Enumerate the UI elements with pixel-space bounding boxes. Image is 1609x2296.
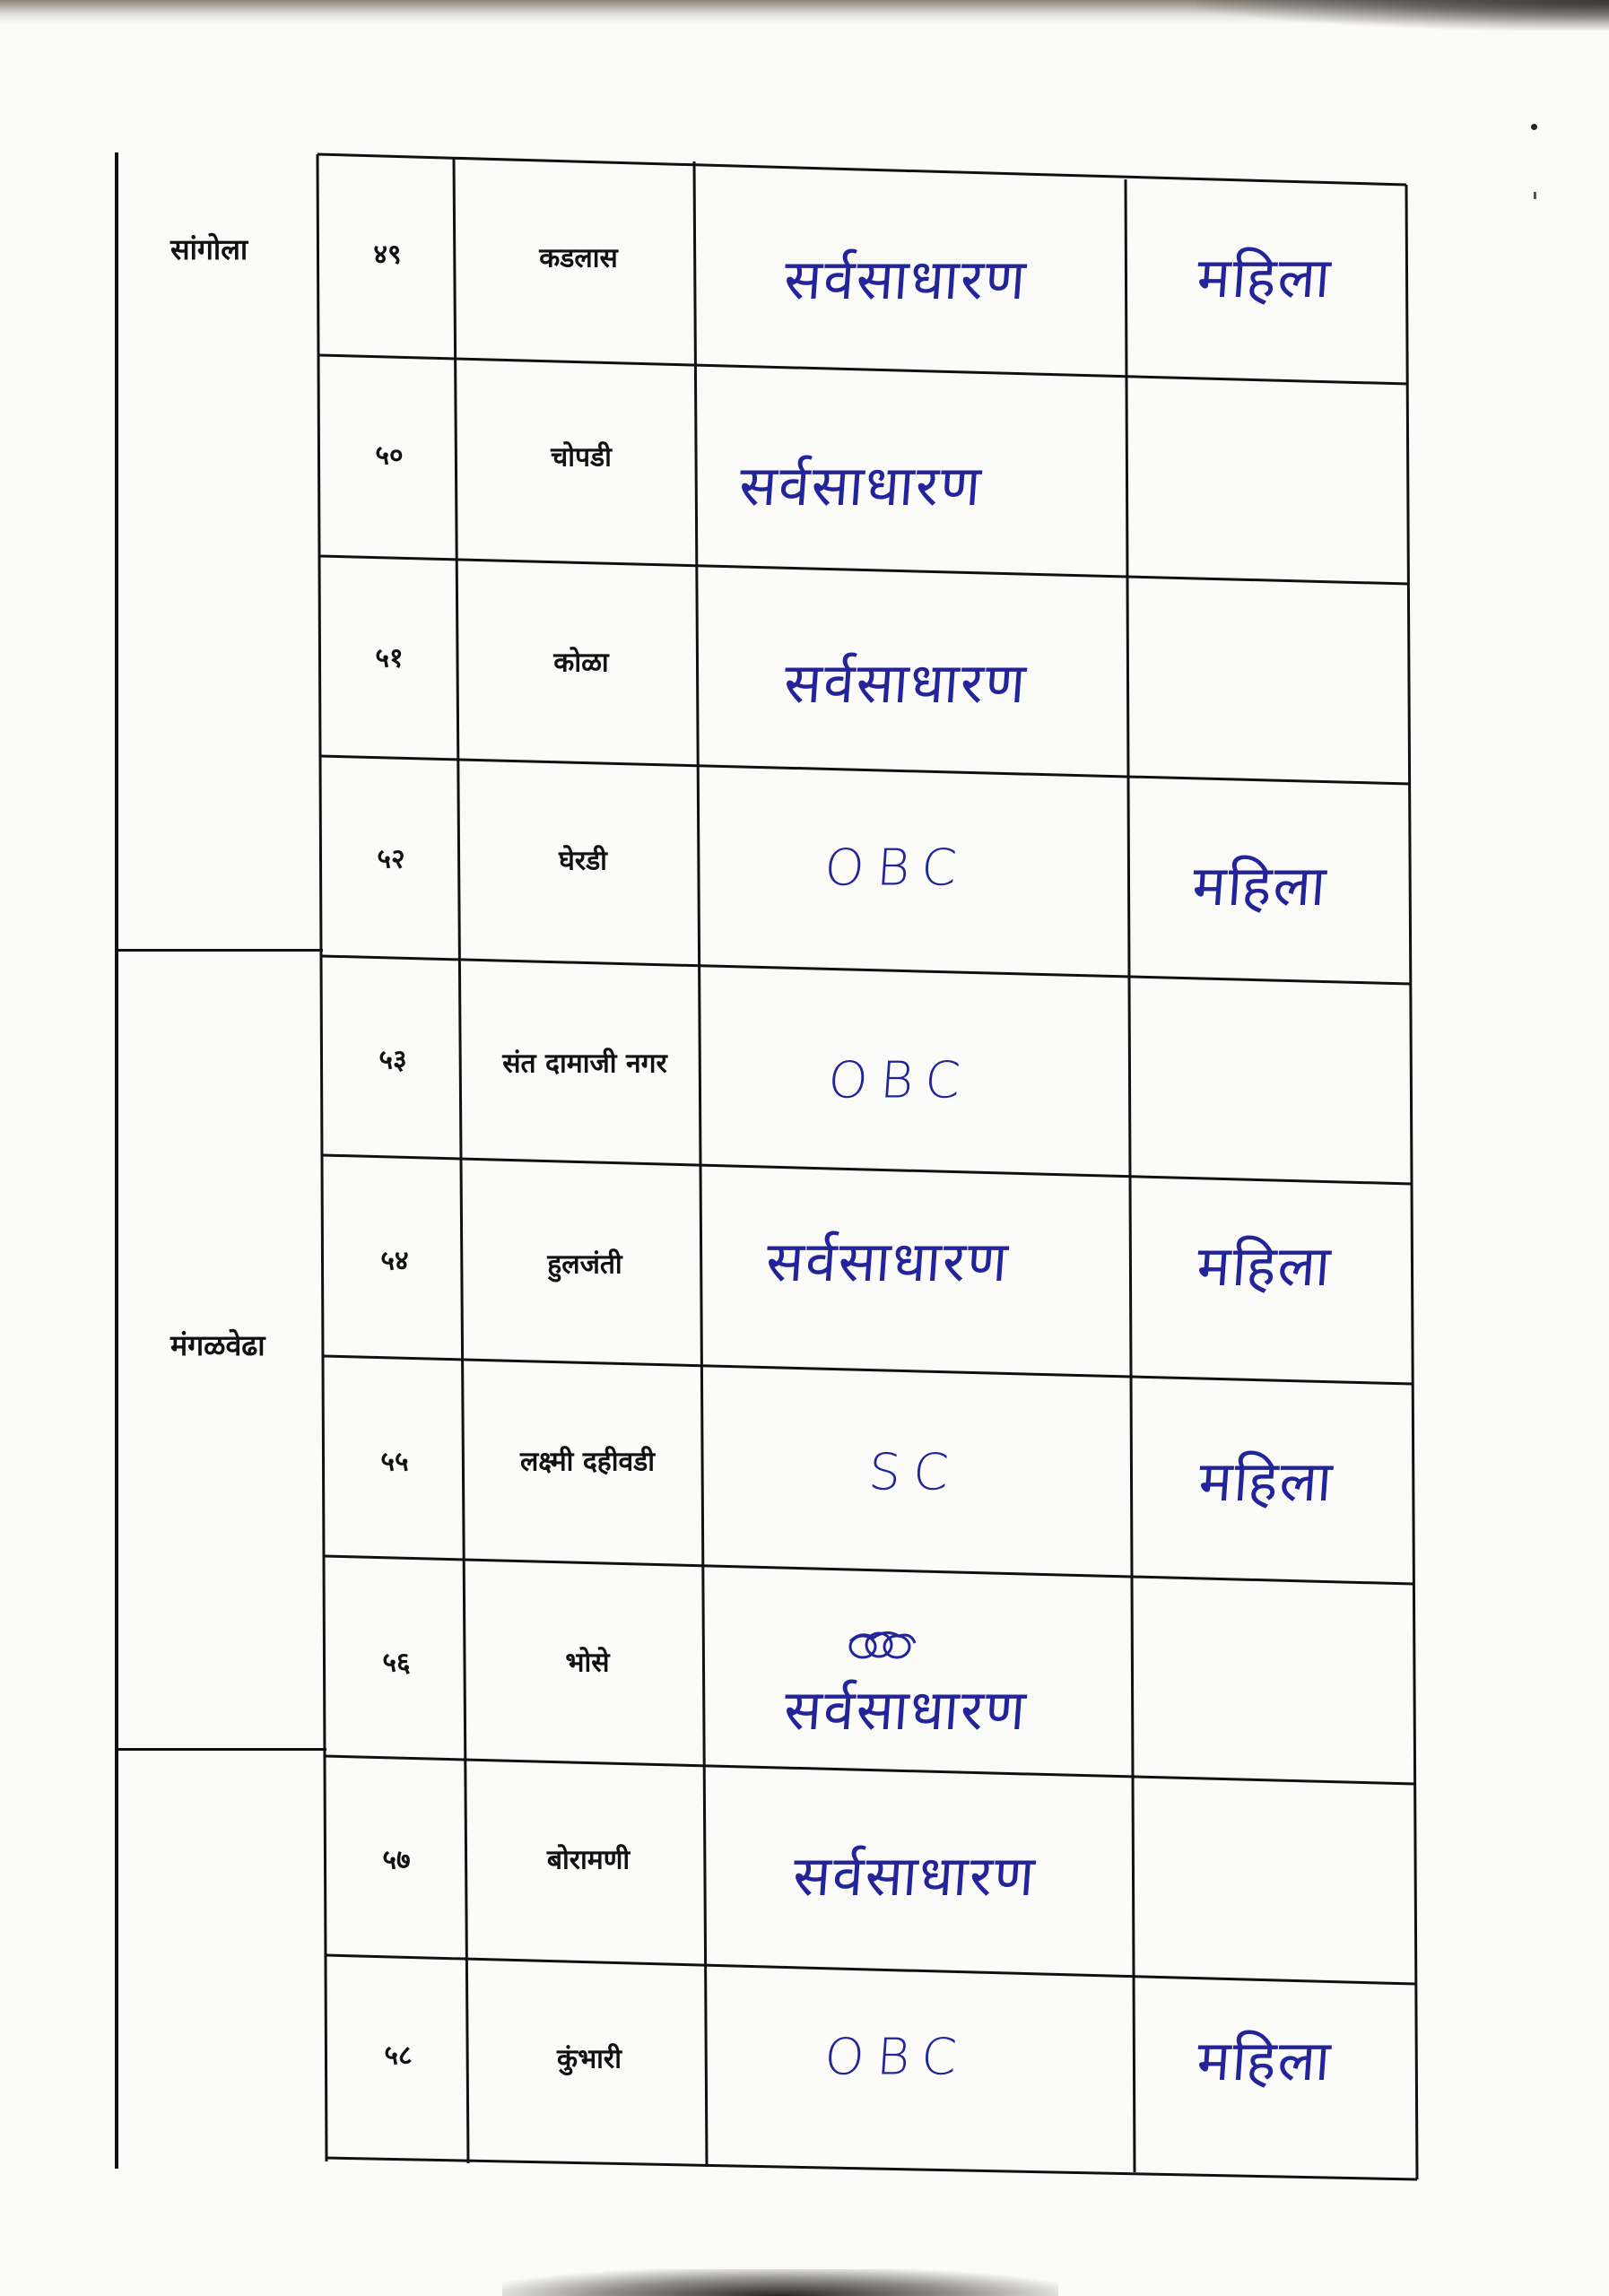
category-handwritten: सर्वसाधारण — [790, 1843, 1039, 1909]
category-handwritten: सर्वसाधारण — [781, 247, 1030, 312]
row-number: ५१ — [375, 642, 404, 674]
reservation-handwritten: महिला — [1190, 853, 1330, 918]
village-name: लक्ष्मी दहीवडी — [520, 1446, 655, 1478]
village-name: कुंभारी — [557, 2043, 622, 2075]
reservation-handwritten: महिला — [1196, 1448, 1336, 1514]
village-name: संत दामाजी नगर — [502, 1048, 667, 1080]
ink-scribble — [843, 1623, 924, 1668]
village-name: भोसे — [565, 1647, 610, 1679]
reservation-handwritten: महिला — [1195, 1233, 1335, 1299]
row-number: ५६ — [382, 1647, 411, 1679]
district-label: मंगळवेढा — [170, 1328, 265, 1362]
village-name: कडलास — [539, 242, 618, 274]
village-name: घेरडी — [559, 845, 607, 877]
reservation-handwritten: महिला — [1195, 2028, 1335, 2093]
row-number: ५४ — [380, 1245, 409, 1277]
village-name: चोपडी — [551, 441, 612, 474]
category-handwritten: OBC — [826, 1051, 975, 1110]
category-handwritten: OBC — [822, 839, 971, 898]
village-name: कोळा — [553, 647, 609, 679]
row-number: ५२ — [377, 843, 405, 875]
row-number: ५८ — [384, 2039, 413, 2072]
row-number: ५५ — [380, 1446, 409, 1478]
category-handwritten: सर्वसाधारण — [763, 1229, 1012, 1294]
category-handwritten: OBC — [822, 2028, 971, 2087]
category-handwritten: सर्वसाधारण — [781, 650, 1030, 716]
row-number: ४९ — [373, 239, 402, 271]
category-handwritten: सर्वसाधारण — [736, 453, 985, 518]
category-handwritten: सर्वसाधारण — [781, 1677, 1030, 1743]
row-number: ५३ — [378, 1044, 407, 1076]
village-name: बोरामणी — [546, 1844, 631, 1876]
district-label: सांगोला — [170, 232, 248, 266]
row-number: ५० — [375, 439, 404, 472]
row-number: ५७ — [382, 1844, 411, 1876]
reservation-handwritten: महिला — [1195, 245, 1335, 310]
village-name: हुलजंती — [547, 1248, 622, 1281]
category-handwritten: SC — [866, 1443, 963, 1502]
